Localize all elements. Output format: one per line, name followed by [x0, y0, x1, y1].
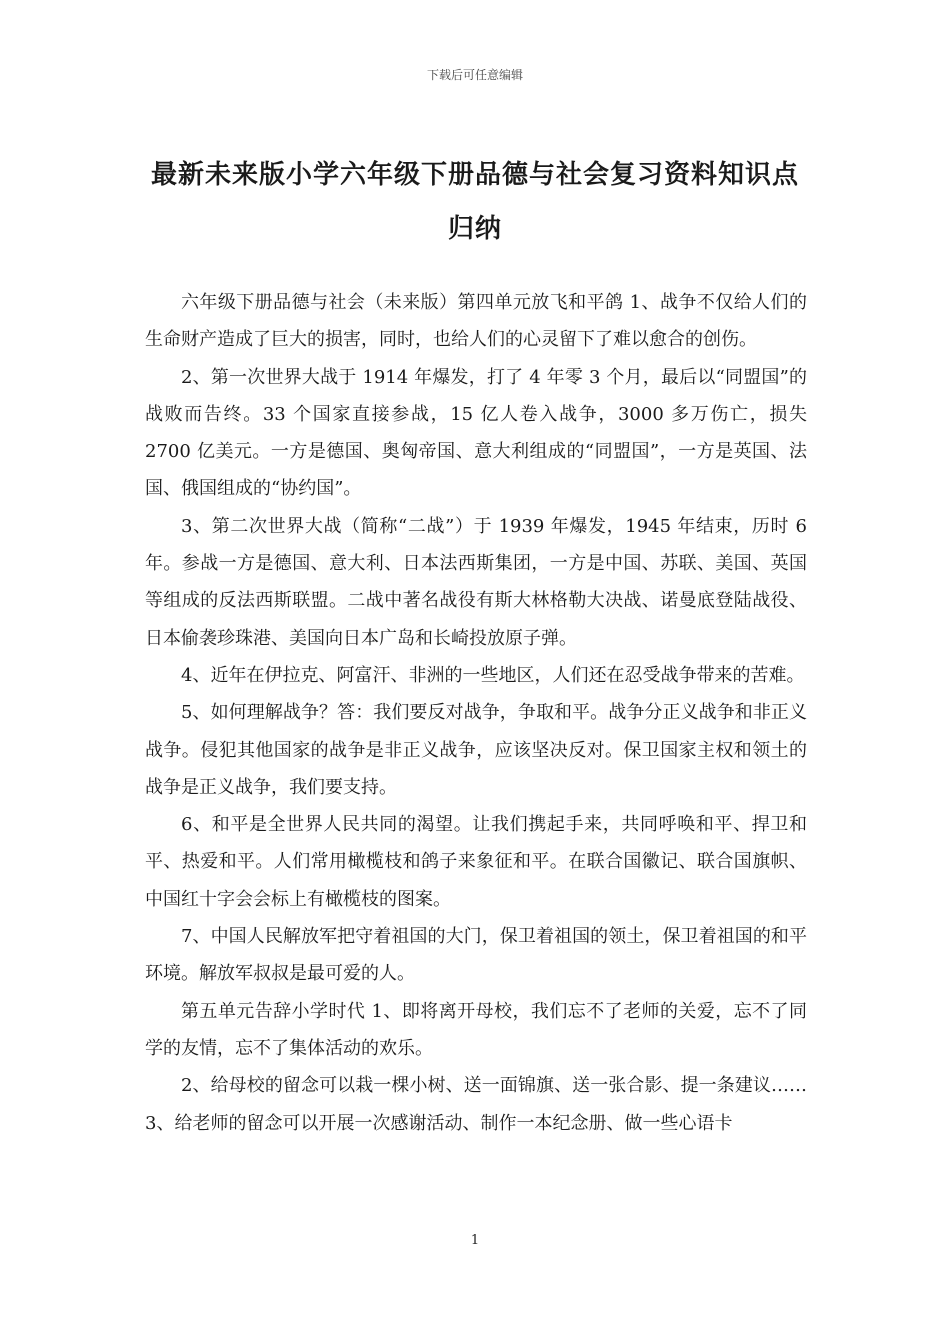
page-header: 下载后可任意编辑	[426, 68, 523, 82]
document-body	[145, 284, 807, 1142]
paragraph: 2、给母校的留念可以栽一棵小树、送一面锦旗、送一张合影、提一条建议……3、给老师的留念可以开展一次感谢活动、制作一本纪念册、做一些心语卡	[145, 1075, 807, 1134]
paragraph: 6、和平是全世界人民共同的渴望。让我们携起手来，共同呼唤和平、捍卫和平、热爱和平。人们常用橄榄枝和鸽子来象征和平。在联合国徽记、联合国旗帜、中国红十字会会标上有橄榄枝的图案。	[145, 814, 807, 910]
paragraph: 六年级下册品德与社会（未来版）第四单元放飞和平鸽 1、战争不仅给人们的生命财产造成了巨大的损害，同时，也给人们的心灵留下了难以愈合的创伤。	[145, 292, 807, 351]
paragraph: 4、近年在伊拉克、阿富汗、非洲的一些地区，人们还在忍受战争带来的苦难。	[181, 664, 805, 686]
document-title: 最新未来版小学六年级下册品德与社会复习资料知识点归纳	[150, 160, 799, 244]
paragraph: 5、如何理解战争？答：我们要反对战争，争取和平。战争分正义战争和非正义战争。侵犯其他国家的战争是非正义战争，应该坚决反对。保卫国家主权和领土的战争是正义战争，我们要支持。	[145, 702, 807, 798]
page-number: 1	[470, 1233, 480, 1248]
paragraph: 7、中国人民解放军把守着祖国的大门，保卫着祖国的领土，保卫着祖国的和平环境。解放军叔叔是最可爱的人。	[145, 926, 807, 985]
paragraph: 2、第一次世界大战于 1914 年爆发，打了 4 年零 3 个月，最后以“同盟国”的战败而告终。33 个国家直接参战，15 亿人卷入战争，3000 多万伤亡，损失 2700 亿美元。一方是德国、奥匈帝国、意大利组成的“同盟国”，一方是英国、法国、俄国组成的“协约国”。	[145, 366, 807, 500]
paragraph: 3、第二次世界大战（简称“二战”）于 1939 年爆发，1945 年结束，历时 6 年。参战一方是德国、意大利、日本法西斯集团，一方是中国、苏联、美国、英国等组成的反法西斯联盟。二战中著名战役有斯大林格勒大决战、诺曼底登陆战役、日本偷袭珍珠港、美国向日本广岛和长崎投放原子弹。	[145, 515, 807, 649]
paragraph: 第五单元告辞小学时代 1、即将离开母校，我们忘不了老师的关爱，忘不了同学的友情，忘不了集体活动的欢乐。	[145, 1000, 807, 1059]
